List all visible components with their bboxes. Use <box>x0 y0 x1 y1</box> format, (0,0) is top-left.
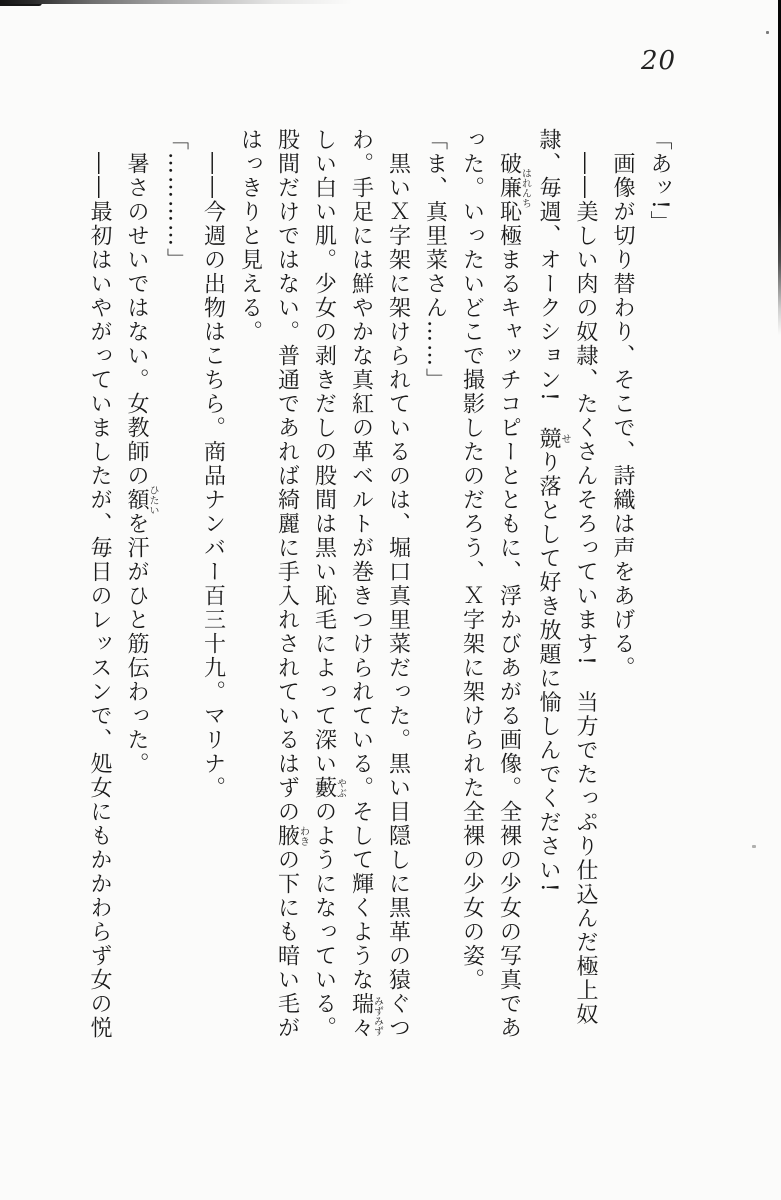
page-number: 20 <box>641 46 677 76</box>
scan-artifact-top-corner <box>0 0 42 6</box>
furigana-annotated-word: 腋わき <box>274 824 309 848</box>
paragraph-2: 画像が切り替わり、そこで、詩織は声をあげる。 <box>610 152 635 680</box>
furigana-annotated-word: 額ひたい <box>124 485 158 515</box>
paragraph-1: 「あッ!」 <box>647 128 672 235</box>
paragraph-8: 「…………」 <box>163 128 189 272</box>
paragraph-9: 暑さのせいではない。女教師の額ひたいを汗がひと筋伝わった。 <box>124 152 158 776</box>
furigana-annotated-word: 競せ <box>536 426 570 451</box>
paragraph-3: ――美しい肉の奴隷、たくさんそろっています! 当方でたっぷり仕込んだ極上奴隷、毎週、オークション! 競せり落として好き放題に愉しんでください! <box>536 128 598 1027</box>
paragraph-6: 黒いＸ字架に架けられているのは、堀口真里菜だった。黒い目隠しに黒革の猿ぐつわ。手足には鮮やかな真紅の革ベルトが巻きつけられている。そして輝くような瑞々みずみずしい白い肌。少女の剥きだしの股間は黒い恥毛によって深い藪やぶのようになっている。股間だけではない。普通であれば綺麗に手入れされているはずの腋わきの下にも暗い毛がはっきりと見える。 <box>237 128 411 1040</box>
paragraph-4: 破廉恥はれんち極まるキャッチコピーとともに、浮かびあがる画像。全裸の少女の写真であった。いったいどこで撮影したのだろう、Ｘ字架に架けられた全裸の少女の姿。 <box>459 128 531 1040</box>
scan-artifact-speck <box>766 31 769 34</box>
paragraph-7: ――今週の出物はこちら。商品ナンバー百三十九。マリナ。 <box>200 152 226 800</box>
text-block <box>81 128 678 1041</box>
scan-artifact-top-edge <box>0 0 352 4</box>
paragraph-10: ――最初はいやがっていましたが、毎日のレッスンで、処女にもかかわらず女の悦 <box>87 152 112 1040</box>
scan-artifact-speck <box>752 845 756 848</box>
paragraph-5: 「ま、真里菜さん……」 <box>422 128 448 392</box>
furigana-annotated-word: 瑞々みずみず <box>348 992 383 1040</box>
furigana-annotated-word: 藪やぶ <box>311 776 346 800</box>
furigana-annotated-word: 破廉恥はれんち <box>496 152 531 224</box>
